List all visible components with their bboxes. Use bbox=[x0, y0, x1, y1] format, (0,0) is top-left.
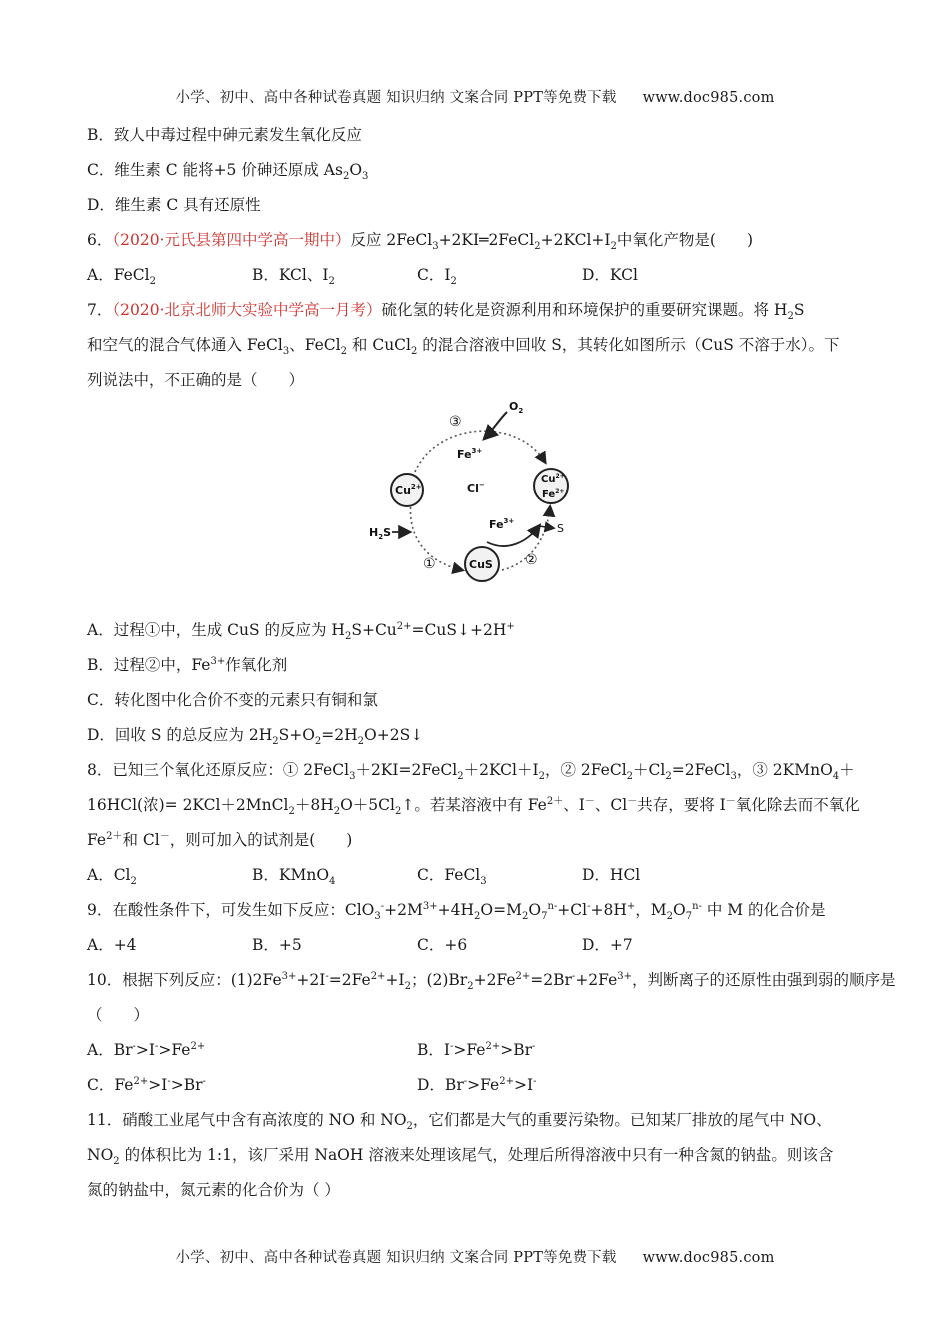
q5-option-b: B．致人中毒过程中砷元素发生氧化反应 bbox=[87, 126, 362, 144]
q7-option-c: C．转化图中化合价不变的元素只有铜和氯 bbox=[87, 691, 378, 709]
q6-option-b: B．KCl、$I_2$ bbox=[252, 266, 335, 288]
h2s-label: $H_2S$ bbox=[369, 526, 392, 541]
cufe-cu-label: $Cu^{2+}$ bbox=[541, 473, 565, 485]
q8-option-c: C．FeCl$_3$ bbox=[417, 866, 487, 888]
header-text: 小学、初中、高中各种试卷真题 知识归纳 文案合同 PPT等免费下载 bbox=[175, 90, 617, 106]
q8-stem-line1: 8．已知三个氧化还原反应：① $2FeCl_3+2KI=2FeCl_2+2KCl+I_2$，② $2FeCl_2+Cl_2=2FeCl_3$，③ 2KMnO$_4$＋ bbox=[87, 761, 855, 783]
q5-option-d: D．维生素 C 具有还原性 bbox=[87, 196, 261, 214]
q9-option-a: A．+4 bbox=[87, 936, 137, 954]
page-header bbox=[0, 86, 950, 107]
q9-options bbox=[87, 928, 877, 963]
footer-site[interactable]: www.doc985.com bbox=[642, 1250, 775, 1266]
q10-stem: 10．根据下列反应：$(1)2Fe^{3+}+2I^-=2Fe^{2+}+I_2$；$(2)Br_2+2Fe^{2+}=2Br^-+2Fe^{3+}$，判断离子的还原性由强到弱的顺序是 bbox=[87, 970, 896, 993]
s-arrow-2 bbox=[539, 526, 553, 528]
q10-options-row2 bbox=[87, 1068, 877, 1103]
q10-option-c: C．$Fe^{2+}>I^->Br^-$ bbox=[87, 1075, 206, 1094]
q10-option-a: A．$Br^->I^->Fe^{2+}$ bbox=[87, 1040, 206, 1059]
q8-option-d: D．HCl bbox=[582, 866, 641, 884]
q9-option-b: B．+5 bbox=[252, 936, 302, 954]
q7-option-a: A．过程①中，生成 CuS 的反应为 $H_2S+Cu^{2+}=CuS↓+2H^+$ bbox=[87, 620, 515, 643]
page-footer bbox=[0, 1246, 950, 1267]
document-body bbox=[87, 118, 896, 1208]
q8-stem-line3: $Fe^{2+}$和 Cl－，则可加入的试剂是( ) bbox=[87, 830, 353, 849]
q6-option-d: D．KCl bbox=[582, 266, 638, 284]
q8-option-b: B．KMnO$_4$ bbox=[252, 866, 336, 888]
q6-option-c: C．$I_2$ bbox=[417, 266, 457, 288]
cycle-path-left bbox=[410, 502, 462, 570]
fe3-label-bottom: $Fe^{3+}$ bbox=[489, 517, 515, 531]
q8-options bbox=[87, 858, 877, 893]
q6-option-a: A．FeCl$_2$ bbox=[87, 266, 156, 288]
num-2: ② bbox=[525, 552, 538, 568]
q8-option-a: A．$Cl_2$ bbox=[87, 866, 137, 888]
q11-stem-line1: 11．硝酸工业尾气中含有高浓度的 NO 和 $NO_2$，它们都是大气的重要污染物。已知某厂排放的尾气中 NO、 bbox=[87, 1111, 832, 1133]
q8-stem-line2: 16HCl(浓)= $2KCl+2MnCl_2+8H_2O+5Cl_2↑$。若某溶液中有 $Fe^{2+}$、I－、Cl－共存，要将 I－氧化除去而不氧化 bbox=[87, 795, 860, 818]
q10-stem-line2: （ ） bbox=[87, 1006, 150, 1024]
q9-option-c: C．+6 bbox=[417, 936, 468, 954]
q7-source: （2020·北京北师大实验中学高一月考） bbox=[112, 301, 382, 319]
o2-label: $O_2$ bbox=[509, 402, 524, 415]
q7-option-b: B．过程②中，$Fe^{3+}$作氧化剂 bbox=[87, 655, 288, 674]
fe3-label-top: $Fe^{3+}$ bbox=[457, 447, 483, 461]
q9-option-d: D．+7 bbox=[582, 936, 633, 954]
num-1: ① bbox=[423, 556, 436, 572]
q6-options bbox=[87, 258, 877, 293]
q6-stem: 6．（2020·元氏县第四中学高一期中）反应 $2FeCl_3+2KI═2FeCl_2+2KCl+I_2$中氧化产物是( ) bbox=[87, 231, 754, 253]
footer-text: 小学、初中、高中各种试卷真题 知识归纳 文案合同 PPT等免费下载 bbox=[175, 1250, 617, 1266]
q6-source: （2020·元氏县第四中学高一期中） bbox=[112, 231, 351, 249]
cus-label: CuS bbox=[469, 558, 493, 571]
q10-option-b: B．$I^->Fe^{2+}>Br^-$ bbox=[417, 1040, 536, 1059]
q10-options-row1 bbox=[87, 1033, 877, 1068]
cycle-figure bbox=[367, 402, 597, 602]
s-label: S bbox=[557, 522, 564, 535]
cl-label: Cl− bbox=[467, 481, 485, 495]
cu-label: $Cu^{2+}$ bbox=[395, 483, 422, 497]
q7-stem-line3: 列说法中，不正确的是（ ） bbox=[87, 371, 305, 389]
q7-cycle-diagram bbox=[87, 402, 877, 607]
q7-stem-line2: 和空气的混合气体通入 FeCl$_3$、FeCl$_2$ 和 CuCl$_2$ 的混合溶液中回收 S，其转化如图所示（CuS 不溶于水）。下 bbox=[87, 336, 840, 358]
q5-option-c: C．维生素 C 能将+5 价砷还原成 $As_2O_3$ bbox=[87, 161, 369, 183]
header-site[interactable]: www.doc985.com bbox=[642, 90, 775, 106]
q11-stem-line2: $NO_2$ 的体积比为 1:1，该厂采用 NaOH 溶液来处理该尾气，处理后所得溶液中只有一种含氮的钠盐。则该含 bbox=[87, 1146, 834, 1168]
q7-option-d: D．回收 S 的总反应为 $2H_2S+O_2=2H_2O+2S↓$ bbox=[87, 726, 424, 748]
q10-option-d: D．$Br^->Fe^{2+}>I^-$ bbox=[417, 1075, 537, 1094]
q9-stem: 9．在酸性条件下，可发生如下反应：$ClO_3^-+2M^{3+}+4H_2O=M_2O_7^{n-}+Cl^-+8H^+$，$M_2O_7^{n-}$ 中 M 的化合价是 bbox=[87, 900, 826, 923]
o2-arrow bbox=[485, 412, 507, 438]
num-3: ③ bbox=[449, 414, 462, 430]
q11-stem-line3: 氮的钠盐中，氮元素的化合价为（ ） bbox=[87, 1181, 340, 1199]
q7-stem-line1: 7．（2020·北京北师大实验中学高一月考）硫化氢的转化是资源利用和环境保护的重要研究课题。将 $H_2S$ bbox=[87, 301, 805, 323]
cufe-fe-label: $Fe^{2+}$ bbox=[542, 488, 565, 500]
